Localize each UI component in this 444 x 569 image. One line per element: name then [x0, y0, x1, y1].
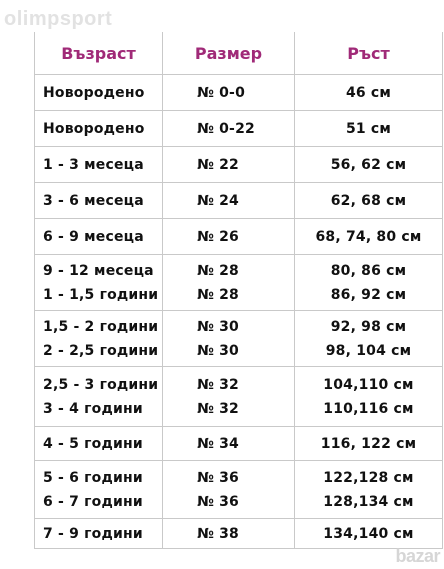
height-cell-line: 134,140 см — [323, 525, 414, 542]
age-cell-line: 6 - 9 месеца — [43, 228, 144, 245]
watermark-logo: olimpsport — [4, 8, 113, 30]
height-cell — [295, 183, 443, 219]
height-cell — [295, 219, 443, 255]
age-cell-line: Новородено — [43, 120, 145, 137]
size-cell — [163, 461, 295, 519]
table-row — [35, 183, 443, 219]
size-cell-line: № 30 — [197, 342, 240, 359]
height-cell-line: 110,116 см — [323, 400, 414, 417]
size-cell — [163, 147, 295, 183]
age-cell-line: 1 - 3 месеца — [43, 156, 144, 173]
age-cell — [35, 75, 163, 111]
age-cell-line: 2 - 2,5 години — [43, 342, 159, 359]
age-cell — [35, 147, 163, 183]
table-row — [35, 519, 443, 549]
size-cell-line: № 30 — [197, 318, 240, 335]
age-cell — [35, 111, 163, 147]
height-cell — [295, 461, 443, 519]
height-cell-line: 104,110 см — [323, 376, 414, 393]
size-cell-line: № 22 — [197, 156, 240, 173]
size-cell-line: № 28 — [197, 286, 240, 303]
height-cell-line: 122,128 см — [323, 469, 414, 486]
size-cell — [163, 219, 295, 255]
table-row — [35, 427, 443, 461]
size-cell — [163, 75, 295, 111]
height-cell-line: 92, 98 см — [330, 318, 407, 335]
age-cell-line: 9 - 12 месеца — [43, 262, 154, 279]
table-row — [35, 461, 443, 519]
age-cell-line: 2,5 - 3 години — [43, 376, 159, 393]
height-cell-line: 51 см — [345, 120, 392, 137]
height-cell-line: 62, 68 см — [330, 192, 407, 209]
height-cell — [295, 111, 443, 147]
table-row — [35, 219, 443, 255]
height-cell — [295, 75, 443, 111]
age-cell — [35, 219, 163, 255]
table-header-row — [35, 32, 443, 75]
size-cell-line: № 0-22 — [197, 120, 255, 137]
size-cell-line: № 38 — [197, 525, 240, 542]
height-cell — [295, 427, 443, 461]
size-cell — [163, 311, 295, 367]
height-cell — [295, 147, 443, 183]
watermark-bazar-text: bazar — [395, 546, 440, 566]
size-cell-line: № 0-0 — [197, 84, 246, 101]
age-cell — [35, 255, 163, 311]
height-cell-line: 46 см — [345, 84, 392, 101]
age-cell-line: 6 - 7 години — [43, 493, 143, 510]
age-cell-line: 3 - 6 месеца — [43, 192, 144, 209]
height-cell-line: 98, 104 см — [325, 342, 412, 359]
age-cell-line: 4 - 5 години — [43, 435, 143, 452]
table-row — [35, 255, 443, 311]
size-cell — [163, 111, 295, 147]
size-cell-line: № 28 — [197, 262, 240, 279]
age-cell — [35, 367, 163, 427]
height-cell — [295, 255, 443, 311]
size-cell — [163, 183, 295, 219]
table-row — [35, 311, 443, 367]
table-row — [35, 75, 443, 111]
size-cell-line: № 32 — [197, 376, 240, 393]
watermark-bazar-logo — [395, 546, 440, 567]
age-cell-line: 1,5 - 2 години — [43, 318, 159, 335]
age-cell — [35, 311, 163, 367]
size-cell-line: № 26 — [197, 228, 240, 245]
age-cell — [35, 519, 163, 549]
height-cell-line: 80, 86 см — [330, 262, 407, 279]
size-cell — [163, 255, 295, 311]
age-cell — [35, 183, 163, 219]
table-body — [35, 75, 443, 549]
size-cell-line: № 36 — [197, 469, 240, 486]
height-cell-line: 128,134 см — [323, 493, 414, 510]
age-cell — [35, 461, 163, 519]
table-row — [35, 147, 443, 183]
table-row — [35, 367, 443, 427]
size-cell — [163, 427, 295, 461]
height-cell — [295, 367, 443, 427]
age-cell-line: 5 - 6 години — [43, 469, 143, 486]
height-cell — [295, 311, 443, 367]
height-cell-line: 56, 62 см — [330, 156, 407, 173]
size-cell — [163, 519, 295, 549]
header-size: Размер — [163, 32, 295, 75]
size-cell — [163, 367, 295, 427]
header-height: Ръст — [295, 32, 443, 75]
size-cell-line: № 32 — [197, 400, 240, 417]
height-cell-line: 116, 122 см — [320, 435, 417, 452]
header-age: Възраст — [35, 32, 163, 75]
size-cell-line: № 36 — [197, 493, 240, 510]
size-chart-table — [34, 32, 443, 549]
size-cell-line: № 24 — [197, 192, 240, 209]
height-cell-line: 68, 74, 80 см — [315, 228, 422, 245]
age-cell — [35, 427, 163, 461]
height-cell — [295, 519, 443, 549]
age-cell-line: Новородено — [43, 84, 145, 101]
age-cell-line: 1 - 1,5 години — [43, 286, 159, 303]
age-cell-line: 7 - 9 години — [43, 525, 143, 542]
size-cell-line: № 34 — [197, 435, 240, 452]
height-cell-line: 86, 92 см — [330, 286, 407, 303]
table-row — [35, 111, 443, 147]
age-cell-line: 3 - 4 години — [43, 400, 143, 417]
